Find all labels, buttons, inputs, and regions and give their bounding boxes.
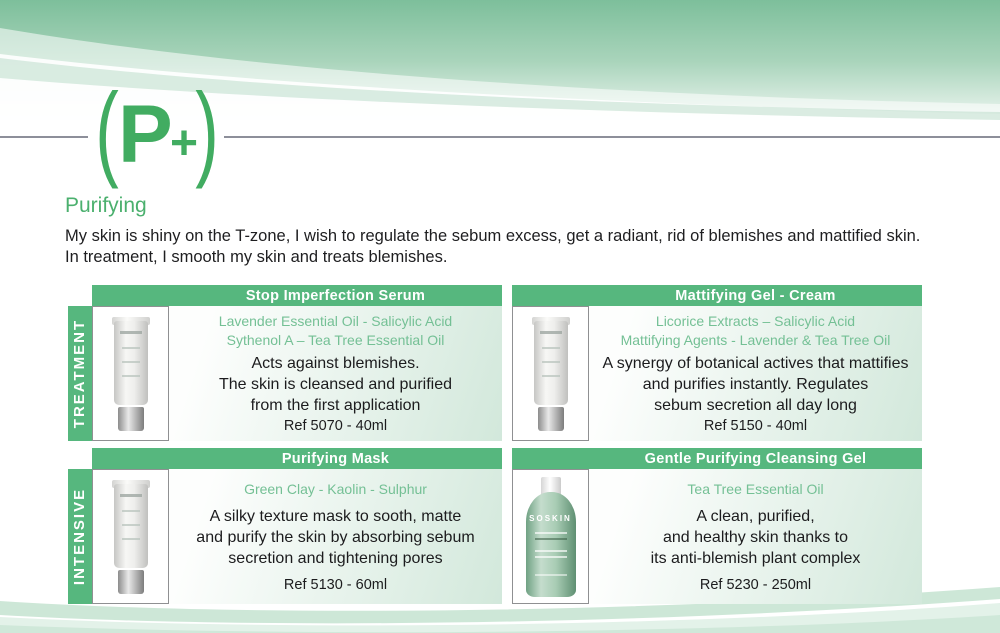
- description-line: A synergy of botanical actives that mattifies: [602, 354, 909, 372]
- logo-letter: P: [118, 89, 171, 180]
- description-line: The skin is cleansed and purified: [218, 375, 453, 393]
- product-ref: Ref 5130 - 60ml: [283, 576, 388, 593]
- product-description: [196, 506, 474, 569]
- ingredient-line: Green Clay - Kaolin - Sulphur: [244, 480, 427, 497]
- product-image-bottle: [526, 477, 576, 597]
- description-line: Acts against blemishes.: [251, 354, 420, 372]
- product-card-gentle-purifying-cleansing-gel: [512, 448, 922, 604]
- card-title: Gentle Purifying Cleansing Gel: [512, 448, 922, 469]
- logo-paren-right: ): [195, 71, 219, 190]
- logo-plus-icon: +: [170, 117, 199, 170]
- product-description: [651, 506, 861, 569]
- row-label-treatment: TREATMENT: [68, 306, 92, 441]
- product-image-tube: [113, 480, 149, 594]
- description-line: and purify the skin by absorbing sebum: [196, 529, 475, 546]
- ingredients-list: [219, 312, 452, 350]
- divider-line-right: [224, 136, 1000, 138]
- description-line: secretion and tightening pores: [228, 550, 443, 567]
- ingredient-line: Mattifying Agents - Lavender & Tea Tree Oil: [620, 331, 891, 348]
- intro-line: My skin is shiny on the T-zone, I wish to regulate the sebum excess, get a radiant, rid of blemishes and mattified skin.: [65, 227, 921, 245]
- description-line: A clean, purified,: [696, 508, 815, 525]
- description-line: and healthy skin thanks to: [662, 529, 848, 546]
- product-image-tube: [113, 317, 149, 431]
- row-label-intensive: INTENSIVE: [68, 469, 92, 604]
- card-title: Stop Imperfection Serum: [92, 285, 502, 306]
- brand-logo: [95, 71, 219, 190]
- product-photo-frame: [512, 469, 589, 604]
- logo-paren-left: (: [95, 71, 119, 190]
- page-title: Purifying: [65, 194, 147, 217]
- description-line: and purifies instantly. Regulates: [642, 375, 869, 393]
- product-ref: Ref 5070 - 40ml: [283, 418, 388, 435]
- card-title: Purifying Mask: [92, 448, 502, 469]
- ingredients-list: [687, 480, 823, 499]
- description-line: its anti-blemish plant complex: [650, 550, 861, 567]
- product-photo-frame: [512, 306, 589, 441]
- bottle-brand-label: SOSKIN: [529, 513, 572, 523]
- description-line: from the first application: [250, 396, 421, 414]
- product-ref: Ref 5230 - 250ml: [699, 576, 812, 593]
- product-photo-frame: [92, 306, 169, 441]
- ingredient-line: Lavender Essential Oil - Salicylic Acid: [218, 312, 453, 329]
- product-description: [219, 353, 452, 416]
- ingredients-list: [621, 312, 891, 350]
- product-card-stop-imperfection-serum: [92, 285, 502, 441]
- ingredient-line: Sythenol A – Tea Tree Essential Oil: [226, 331, 445, 348]
- divider-line-left: [0, 136, 88, 138]
- product-ref: Ref 5150 - 40ml: [703, 418, 808, 435]
- product-card-purifying-mask: [92, 448, 502, 604]
- ingredient-line: Tea Tree Essential Oil: [687, 480, 824, 497]
- ingredients-list: [244, 480, 427, 499]
- product-photo-frame: [92, 469, 169, 604]
- ingredient-line: Licorice Extracts – Salicylic Acid: [655, 312, 856, 329]
- product-card-mattifying-gel-cream: [512, 285, 922, 441]
- product-image-tube: [533, 317, 569, 431]
- product-description: [603, 353, 909, 416]
- description-line: A silky texture mask to sooth, matte: [209, 508, 462, 525]
- intro-text: [65, 226, 975, 268]
- description-line: sebum secretion all day long: [654, 396, 857, 414]
- card-title: Mattifying Gel - Cream: [512, 285, 922, 306]
- intro-line: In treatment, I smooth my skin and treats blemishes.: [65, 248, 448, 266]
